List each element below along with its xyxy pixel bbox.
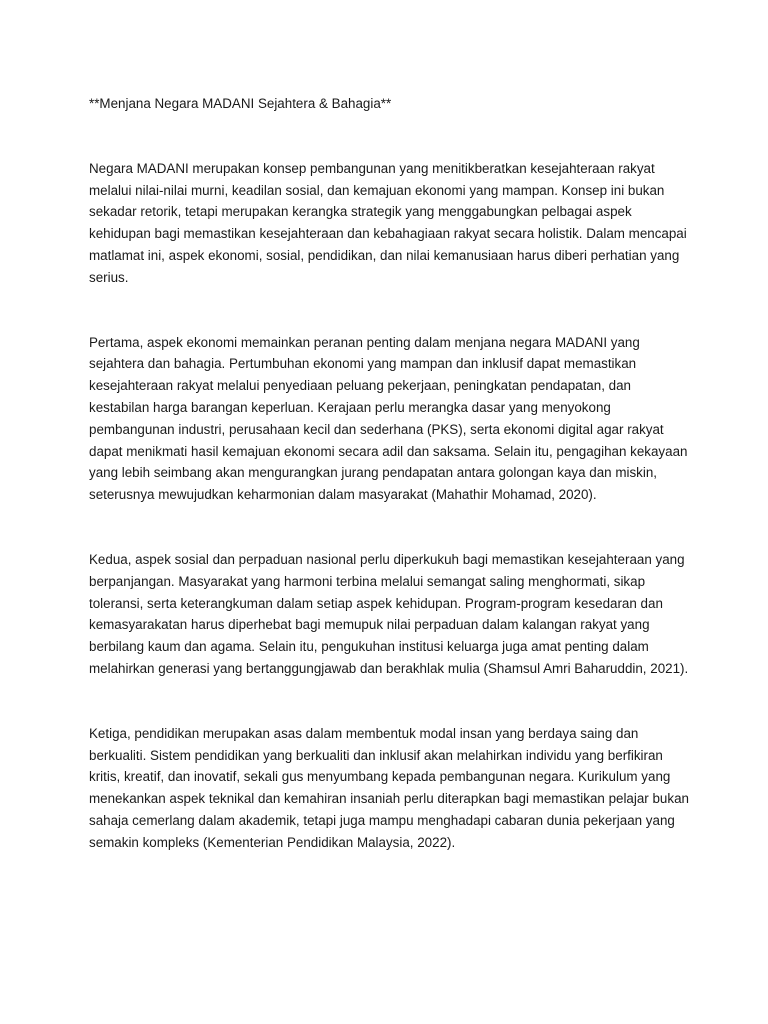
paragraph-education: Ketiga, pendidikan merupakan asas dalam membentuk modal insan yang berdaya saing dan berkualiti. Sistem pendidikan yang berkualiti dan inklusif akan melahirkan individu yang berfikiran kritis, kreatif, dan inovatif, sekali gus menyumbang kepada pembangunan negara. Kurikulum yang menekankan aspek teknikal dan kemahiran insaniah perlu diterapkan bagi memastikan pelajar bukan sahaja cemerlang dalam akademik, tetapi juga mampu menghadapi cabaran dunia pekerjaan yang semakin kompleks (Kementerian Pendidikan Malaysia, 2022). — [89, 725, 689, 850]
spacer — [89, 115, 689, 158]
document-body — [89, 93, 689, 854]
spacer — [89, 289, 689, 332]
paragraph-intro: Negara MADANI merupakan konsep pembangunan yang menitikberatkan kesejahteraan rakyat melalui nilai-nilai murni, keadilan sosial, dan kemajuan ekonomi yang mampan. Konsep ini bukan sekadar retorik, tetapi merupakan kerangka strategik yang menggabungkan pelbagai aspek kehidupan bagi memastikan kesejahteraan dan kebahagiaan rakyat secara holistik. Dalam mencapai matlamat ini, aspek ekonomi, sosial, pendidikan, dan nilai kemanusiaan harus diberi perhatian yang serius. — [89, 160, 687, 285]
paragraph-social: Kedua, aspek sosial dan perpaduan nasional perlu diperkukuh bagi memastikan kesejahteraan yang berpanjangan. Masyarakat yang harmoni terbina melalui semangat saling menghormati, sikap toleransi, serta keterangkuman dalam setiap aspek kehidupan. Program-program kesedaran dan kemasyarakatan harus diperhebat bagi memupuk nilai perpaduan dalam kalangan rakyat yang berbilang kaum dan agama. Selain itu, pengukuhan institusi keluarga juga amat penting dalam melahirkan generasi yang bertanggungjawab dan berakhlak mulia (Shamsul Amri Baharuddin, 2021). — [89, 551, 689, 676]
spacer — [89, 506, 689, 549]
spacer — [89, 680, 689, 723]
paragraph-economy: Pertama, aspek ekonomi memainkan peranan penting dalam menjana negara MADANI yang sejahtera dan bahagia. Pertumbuhan ekonomi yang mampan dan inklusif dapat memastikan kesejahteraan rakyat melalui penyediaan peluang pekerjaan, peningkatan pendapatan, dan kestabilan harga barangan keperluan. Kerajaan perlu merangka dasar yang menyokong pembangunan industri, perusahaan kecil dan sederhana (PKS), serta ekonomi digital agar rakyat dapat menikmati hasil kemajuan ekonomi secara adil dan saksama. Selain itu, pengagihan kekayaan yang lebih seimbang akan mengurangkan jurang pendapatan antara golongan kaya dan miskin, seterusnya mewujudkan keharmonian dalam masyarakat (Mahathir Mohamad, 2020). — [89, 334, 688, 503]
document-title: **Menjana Negara MADANI Sejahtera & Bahagia** — [89, 96, 392, 111]
